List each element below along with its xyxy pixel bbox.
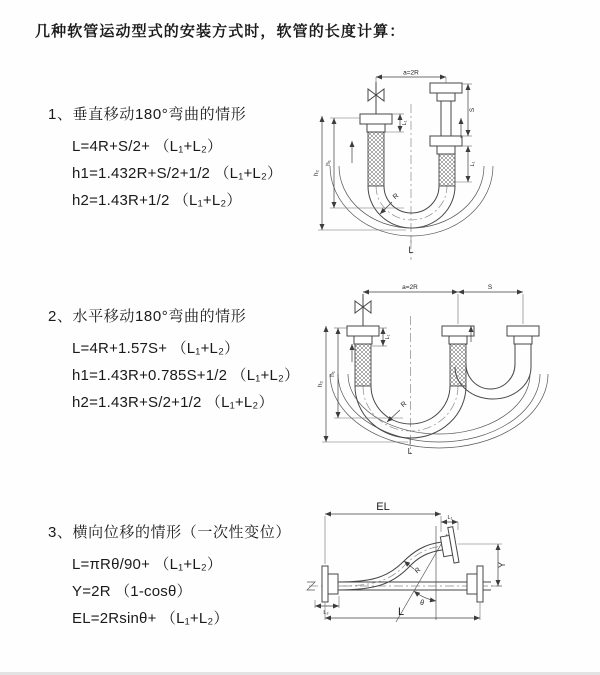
dim-l-label: L	[407, 447, 413, 456]
dim-h1-label: h₁	[325, 160, 332, 166]
angle-theta-label: θ	[420, 600, 424, 607]
flange-hub	[467, 574, 477, 594]
hose-wall	[368, 186, 455, 228]
hose-braid	[355, 344, 371, 386]
dim-s-label: S	[469, 107, 476, 113]
dim-l1-right-label: L₁	[470, 161, 476, 167]
angle-arc	[414, 591, 436, 601]
hose-braid	[368, 132, 384, 186]
radius-label: R	[399, 400, 409, 410]
formula-L: L=4R+S/2+ （L₁+L₂）	[72, 138, 223, 155]
flange	[442, 326, 474, 336]
formula-h1: h1=1.432R+S/2+1/2 （L₁+L₂）	[72, 165, 283, 182]
flange	[430, 136, 462, 146]
flange-hub	[437, 146, 455, 154]
formula-Y: Y=2R （1-cosθ）	[72, 583, 192, 600]
section-1-heading: 1、垂直移动180°弯曲的情形	[48, 106, 247, 123]
hose-centerline	[376, 186, 447, 220]
radius-label: R	[413, 566, 423, 576]
flange-hub	[354, 336, 372, 344]
flange-upper	[439, 527, 459, 565]
dim-y-label: Y	[497, 561, 507, 569]
section-lateral-displacement	[48, 521, 291, 632]
flange	[322, 566, 328, 602]
section-vertical-move	[48, 103, 282, 214]
flange	[347, 326, 379, 336]
hose-extended-position	[330, 166, 493, 236]
dim-l-label: L	[397, 606, 405, 618]
flange	[360, 114, 392, 124]
hose-extended-position	[339, 166, 484, 228]
formula-h1: h1=1.43R+0.785S+1/2 （L₁+L₂）	[72, 367, 300, 384]
dim-l1-label: L₁	[447, 515, 453, 521]
dim-l-label: L	[408, 245, 414, 255]
flange	[430, 83, 462, 93]
flange-hub	[437, 93, 455, 101]
dim-h2-label: h₂	[317, 380, 324, 388]
dim-l2-label: L₂	[323, 610, 329, 616]
hose-centerline	[338, 546, 442, 586]
flange	[507, 326, 539, 336]
dim-a2r-label: a=2R	[403, 69, 419, 77]
formula-L: L=πRθ/90+ （L₁+L₂）	[72, 556, 223, 573]
dim-l1-label: L₁	[385, 334, 391, 340]
formula-L: L=4R+1.57S+ （L₁+L₂）	[72, 340, 240, 357]
diagram-horizontal-move-180-bend	[308, 282, 598, 460]
hose-braid	[439, 154, 455, 186]
formula-h2: h2=1.43R+1/2 （L₁+L₂）	[72, 192, 242, 209]
dim-l1-left-label: L₁	[402, 120, 408, 126]
dim-h2-label: h₂	[313, 169, 320, 177]
section-horizontal-move	[48, 305, 299, 416]
hose-wall	[338, 542, 442, 582]
formula-EL: EL=2Rsinθ+ （L₁+L₂）	[72, 610, 229, 627]
section-3-heading: 3、横向位移的情形（一次性变位）	[48, 524, 291, 541]
dim-s-label: S	[487, 284, 493, 291]
flange-hub	[514, 336, 532, 344]
flange	[477, 566, 483, 602]
page-title: 几种软管运动型式的安装方式时，软管的长度计算：	[35, 23, 406, 40]
formula-h2: h2=1.43R+S/2+1/2 （L₁+L₂）	[72, 394, 274, 411]
radius-label: R	[391, 192, 401, 202]
hose-wall	[466, 360, 515, 389]
dim-el-label: EL	[376, 501, 390, 513]
diagram-vertical-move-180-bend	[308, 68, 598, 265]
flange-hub	[449, 336, 467, 344]
dim-a2r-label: a=2R	[402, 284, 418, 291]
hose-braid	[450, 344, 466, 386]
dim-h1-label: h₁	[329, 371, 336, 377]
diagram-lateral-displacement	[295, 498, 595, 650]
hose-wall	[384, 186, 439, 213]
flange-hub	[367, 124, 385, 132]
section-2-heading: 2、水平移动180°弯曲的情形	[48, 308, 247, 325]
flange-hub	[328, 574, 338, 594]
